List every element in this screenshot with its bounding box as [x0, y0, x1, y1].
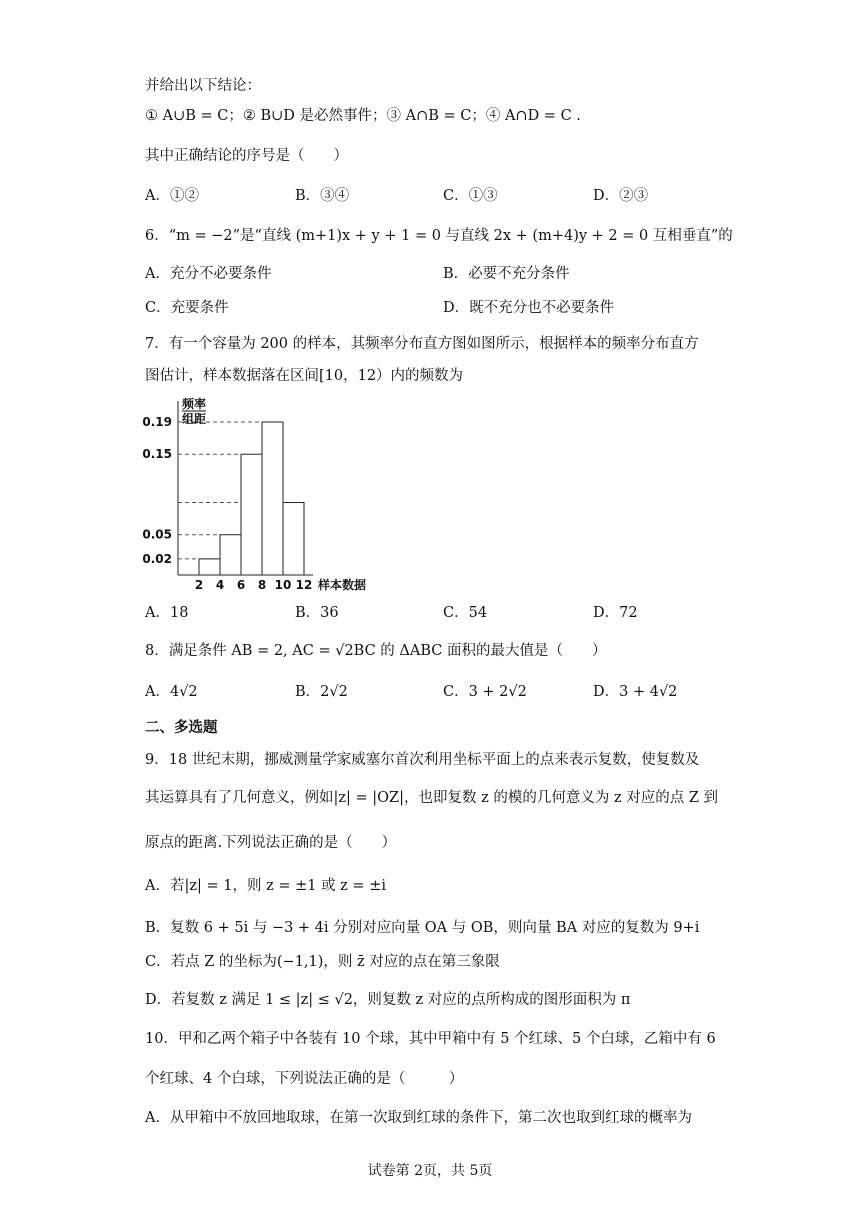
q7-option-c: C．54: [443, 605, 488, 621]
q8-option-a: A．4√2: [145, 684, 198, 700]
q6-stem: 6．“m = −2”是“直线 (m+1)x + y + 1 = 0 与直线 2x + (m+4)y + 2 = 0 互相垂直”的: [145, 228, 733, 244]
x-tick-label: 8: [257, 578, 267, 592]
q7-option-d: D．72: [593, 605, 638, 621]
q5-option-c: C．①③: [443, 188, 498, 204]
q5-option-b: B．③④: [295, 188, 350, 204]
q5-option-d: D．②③: [593, 188, 649, 204]
q6-option-d: D．既不充分也不必要条件: [443, 300, 615, 316]
x-tick-label: 2: [194, 578, 204, 592]
histogram-bar: [241, 454, 262, 575]
q5-intro: 并给出以下结论：: [145, 78, 261, 94]
y-tick-label: 0.15: [142, 447, 172, 462]
q9-option-c: C．若点 Z 的坐标为(−1,1)，则 z̄ 对应的点在第三象限: [145, 954, 500, 970]
q7-option-a: A．18: [145, 605, 189, 621]
y-tick-label: 0.05: [142, 527, 172, 542]
q9-option-b: B．复数 6 + 5i 与 −3 + 4i 分别对应向量 OA 与 OB，则向量 BA 对应的复数为 9+i: [145, 920, 700, 936]
x-tick-label: 6: [236, 578, 246, 592]
q10-line2: 个红球、4 个白球，下列说法正确的是（ ）: [145, 1071, 464, 1087]
q9-option-a: A．若|z| = 1，则 z = ±1 或 z = ±i: [145, 878, 386, 894]
q8-stem: 8．满足条件 AB = 2, AC = √2BC 的 ΔABC 面积的最大值是（ ）: [145, 643, 607, 659]
histogram-bar: [283, 503, 304, 575]
q5-statements: ① A∪B = C；② B∪D 是必然事件；③ A∩B = C；④ A∩D = C .: [145, 108, 581, 124]
y-tick-label: 0.02: [142, 551, 172, 566]
histogram-bar: [199, 559, 220, 575]
q9-option-d: D．若复数 z 满足 1 ≤ |z| ≤ √2，则复数 z 对应的点所构成的图形面积为 π: [145, 992, 631, 1008]
histogram-bar: [262, 422, 283, 575]
x-axis-title: 样本数据: [318, 578, 367, 592]
q6-option-b: B．必要不充分条件: [443, 266, 570, 282]
page-footer: 试卷第 2页，共 5页: [367, 1163, 493, 1179]
q5-question: 其中正确结论的序号是（ ）: [145, 148, 348, 164]
histogram-bar: [220, 535, 241, 575]
q6-option-c: C．充要条件: [145, 300, 229, 316]
x-tick-label: 4: [215, 578, 225, 592]
y-tick-label: 0.19: [142, 415, 172, 429]
q7-stem-line1: 7．有一个容量为 200 的样本，其频率分布直方图如图所示，根据样本的频率分布直方: [145, 336, 699, 352]
q6-option-a: A．充分不必要条件: [145, 266, 272, 282]
q9-line1: 9．18 世纪末期，挪威测量学家威塞尔首次利用坐标平面上的点来表示复数，使复数及: [145, 752, 700, 768]
q9-line3: 原点的距离.下列说法正确的是（ ）: [145, 835, 397, 851]
x-tick-label: 10: [274, 578, 292, 592]
q7-option-b: B．36: [295, 605, 339, 621]
q10-option-a: A．从甲箱中不放回地取球，在第一次取到红球的条件下，第二次也取到红球的概率为: [145, 1110, 692, 1126]
q8-option-c: C．3 + 2√2: [443, 684, 527, 700]
section-title-multiple-choice: 二、多选题: [145, 720, 218, 736]
frequency-histogram: [135, 395, 395, 595]
x-tick-label: 12: [295, 578, 313, 592]
q9-line2: 其运算具有了几何意义，例如|z| = |OZ|，也即复数 z 的模的几何意义为 z 对应的点 Z 到: [145, 790, 719, 806]
q7-stem-line2: 图估计，样本数据落在区间[10，12）内的频数为: [145, 368, 464, 384]
q10-line1: 10．甲和乙两个箱子中各装有 10 个球，其中甲箱中有 5 个红球、5 个白球，乙箱中有 6: [145, 1031, 716, 1047]
histogram-bars: [199, 422, 304, 575]
y-axis-title-bottom: 组距: [182, 412, 207, 426]
q8-option-b: B．2√2: [295, 684, 348, 700]
q5-option-a: A．①②: [145, 188, 199, 204]
y-axis-title-top: 频率: [182, 397, 207, 411]
q8-option-d: D．3 + 4√2: [593, 684, 678, 700]
